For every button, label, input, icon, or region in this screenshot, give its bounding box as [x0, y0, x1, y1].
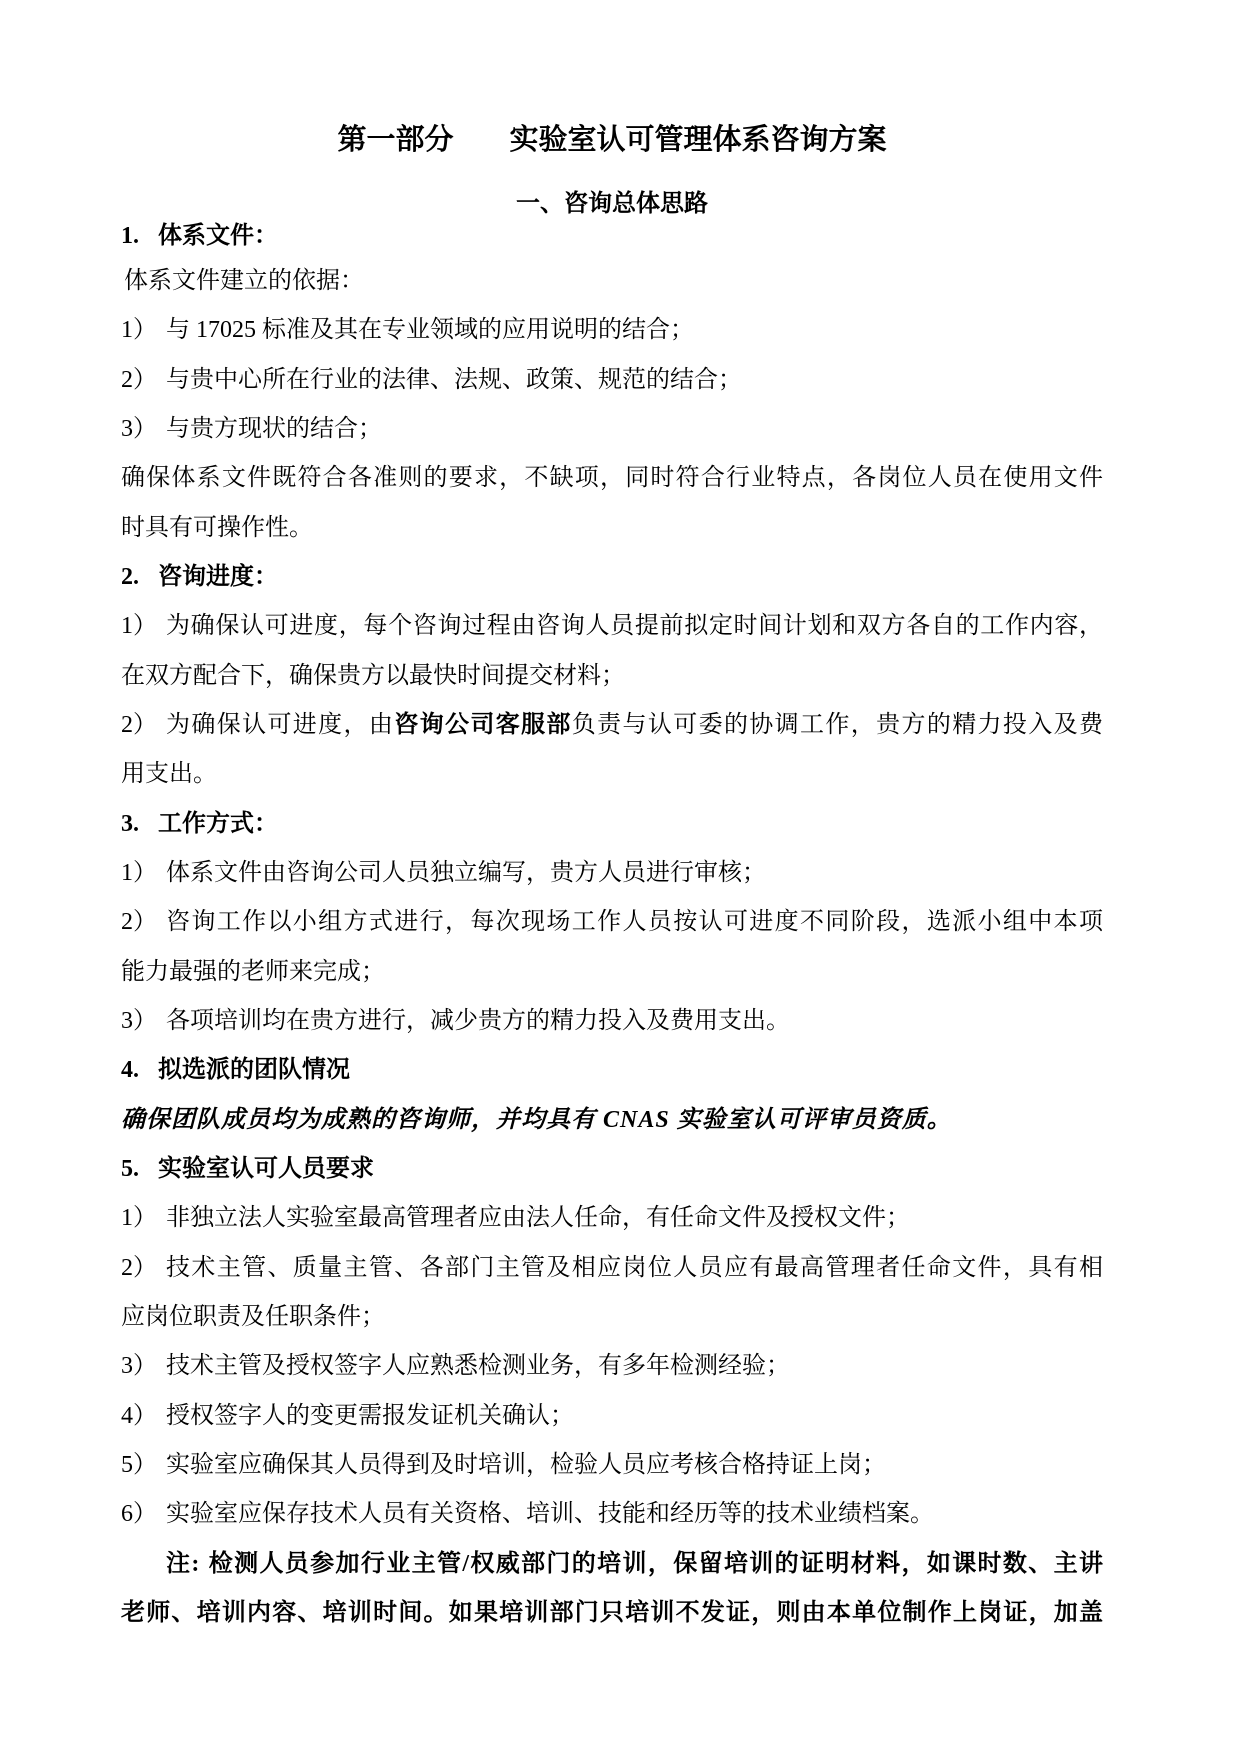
- section-number: 4.: [121, 1057, 139, 1084]
- list-item-text: 各项培训均在贵方进行，减少贵方的精力投入及费用支出。: [166, 1007, 790, 1034]
- list-item-text: 技术主管、质量主管、各部门主管及相应岗位人员应有最高管理者任命文件，具有相: [166, 1254, 1103, 1281]
- document-title-part: 第一部分: [337, 124, 454, 156]
- list-item-text: 咨询工作以小组方式进行，每次现场工作人员按认可进度不同阶段，选派小组中本项: [166, 909, 1103, 936]
- list-item-continuation: 应岗位职责及任职条件；: [121, 1303, 385, 1330]
- list-item: [121, 356, 1103, 405]
- list-item-text: 实验室应保存技术人员有关资格、培训、技能和经历等的技术业绩档案。: [166, 1501, 934, 1528]
- list-item-text: 实验室应确保其人员得到及时培训，检验人员应考核合格持证上岗；: [166, 1451, 886, 1478]
- document-body: [121, 215, 1103, 1638]
- section-number: 5.: [121, 1155, 139, 1182]
- list-item-number: 4）: [121, 1402, 157, 1429]
- list-item: [121, 405, 1103, 454]
- list-item-text: 与 17025 标准及其在专业领域的应用说明的结合；: [166, 317, 694, 344]
- list-item: [121, 1342, 1103, 1391]
- list-item-number: 2）: [121, 711, 157, 738]
- list-item-text: 技术主管及授权签字人应熟悉检测业务，有多年检测经验；: [166, 1353, 790, 1380]
- list-item-number: 6）: [121, 1501, 157, 1528]
- list-item-number: 3）: [121, 1353, 157, 1380]
- document-title-name: 实验室认可管理体系咨询方案: [509, 124, 887, 156]
- section-1-intro: 体系文件建立的依据：: [124, 268, 364, 294]
- list-item-number: 3）: [121, 1007, 157, 1034]
- list-item-text: 体系文件由咨询公司人员独立编写，贵方人员进行审核；: [166, 859, 766, 886]
- list-item-number: 2）: [121, 1254, 157, 1281]
- section-title: 咨询进度：: [158, 563, 278, 590]
- list-item: [121, 1194, 1103, 1243]
- list-item-text: 非独立法人实验室最高管理者应由法人任命，有任命文件及授权文件；: [166, 1205, 910, 1232]
- list-item-text: 与贵方现状的结合；: [166, 415, 382, 442]
- list-item-number: 3）: [121, 415, 157, 442]
- team-statement: 确保团队成员均为成熟的咨询师，并均具有 CNAS 实验室认可评审员资质。: [121, 1106, 952, 1133]
- list-item-continuation: 在双方配合下，确保贵方以最快时间提交材料；: [121, 662, 625, 689]
- section-title: 体系文件：: [158, 223, 278, 249]
- section-number: 3.: [121, 810, 139, 837]
- section-5-heading: [121, 1145, 1103, 1194]
- section-title: 工作方式：: [158, 810, 278, 837]
- list-item: [121, 849, 1103, 898]
- note-text: 检测人员参加行业主管/权威部门的培训，保留培训的证明材料，如课时数、主讲: [207, 1550, 1103, 1577]
- list-item: [121, 306, 1103, 355]
- list-item-number: 1）: [121, 317, 157, 344]
- list-item-text-after: 负责与认可委的协调工作，贵方的精力投入及费: [571, 711, 1104, 738]
- paragraph-line: 确保体系文件既符合各准则的要求，不缺项，同时符合行业特点，各岗位人员在使用文件: [121, 465, 1103, 492]
- list-item-number: 5）: [121, 1451, 157, 1478]
- chapter-heading: 一、咨询总体思路: [516, 191, 708, 217]
- paragraph-line: 时具有可操作性。: [121, 514, 313, 541]
- note-paragraph-line: [121, 1540, 1103, 1589]
- section-2-heading: [121, 553, 1103, 602]
- section-number: 1.: [121, 223, 139, 249]
- note-label: 注:: [166, 1550, 200, 1577]
- list-item: [121, 1441, 1103, 1490]
- list-item: [121, 701, 1103, 750]
- list-item-text: [166, 701, 1103, 750]
- list-item-continuation: 用支出。: [121, 761, 217, 788]
- list-item-number: 2）: [121, 366, 157, 393]
- list-item-text-before: 为确保认可进度，由: [166, 711, 395, 738]
- list-item: [121, 1392, 1103, 1441]
- section-number: 2.: [121, 563, 139, 590]
- list-item-text: 授权签字人的变更需报发证机关确认；: [166, 1402, 574, 1429]
- list-item-number: 1）: [121, 1205, 157, 1232]
- list-item: [121, 602, 1103, 651]
- document-title: [121, 118, 1103, 162]
- list-item-text: 为确保认可进度，每个咨询过程由咨询人员提前拟定时间计划和双方各自的工作内容，: [166, 613, 1103, 640]
- list-item: [121, 1244, 1103, 1293]
- list-item: [121, 898, 1103, 947]
- section-title: 拟选派的团队情况: [158, 1057, 350, 1084]
- list-item-continuation: 能力最强的老师来完成；: [121, 958, 385, 985]
- section-3-heading: [121, 800, 1103, 849]
- list-item-number: 1）: [121, 859, 157, 886]
- list-item: [121, 1490, 1103, 1539]
- list-item-text: 与贵中心所在行业的法律、法规、政策、规范的结合；: [166, 366, 742, 393]
- note-paragraph-line: 老师、培训内容、培训时间。如果培训部门只培训不发证，则由本单位制作上岗证，加盖: [121, 1599, 1103, 1626]
- section-title: 实验室认可人员要求: [158, 1155, 374, 1182]
- list-item-number: 2）: [121, 909, 157, 936]
- list-item-number: 1）: [121, 613, 157, 640]
- section-1-heading: [121, 215, 1103, 257]
- emphasized-text: 咨询公司客服部: [394, 711, 572, 738]
- list-item: [121, 997, 1103, 1046]
- section-4-heading: [121, 1046, 1103, 1095]
